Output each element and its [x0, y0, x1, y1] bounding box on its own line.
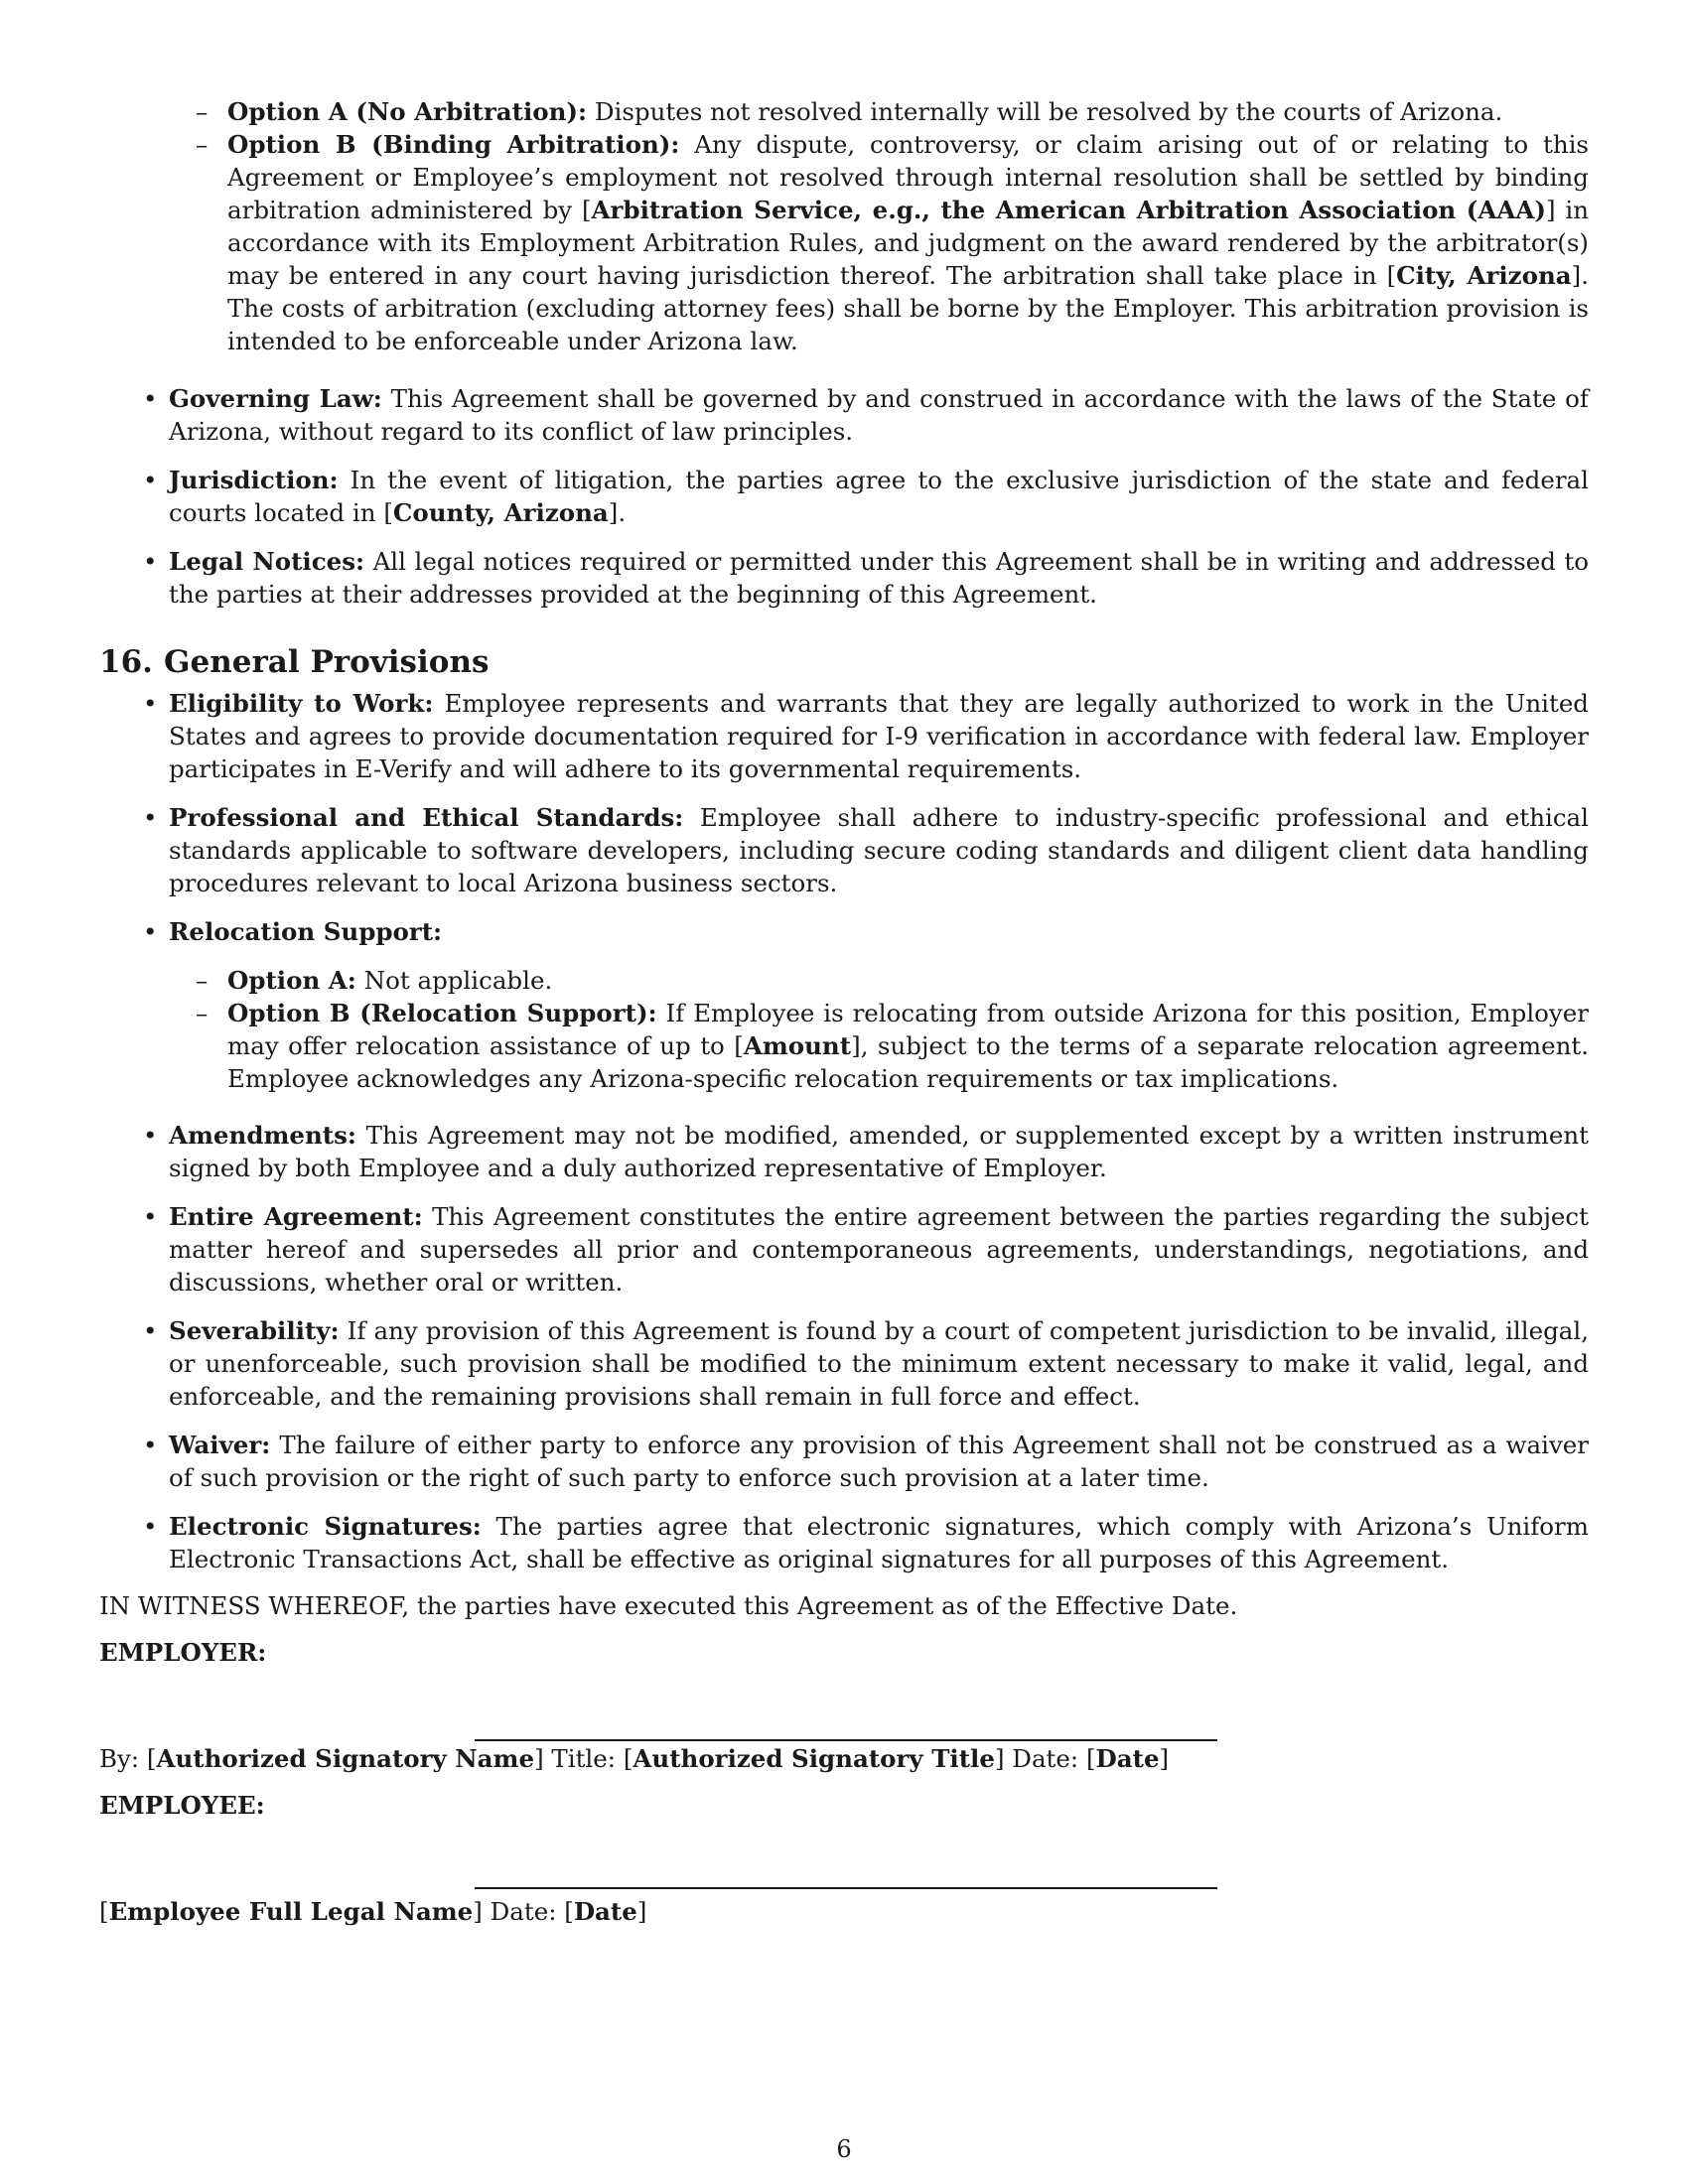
bullet-marker: • [143, 1121, 158, 1150]
bullet-marker: • [143, 802, 158, 832]
employee-signature-line [475, 1887, 1217, 1889]
bullet-text: The parties agree that electronic signatures, which comply with Arizona’s Uniform Electronic Transactions Act, shall be effective as original signatures for all purposes of this Agreement. [169, 1512, 1590, 1573]
bullet-label: Jurisdiction: [169, 465, 339, 494]
bullet-text: Employee shall adhere to industry-specific professional and ethical standards applicable to software developers, including secure coding standards and diligent client data handling procedures relevant to local Arizona business sectors. [169, 802, 1589, 897]
bullet-text: If any provision of this Agreement is found by a court of competent jurisdiction to be invalid, illegal, or unenforceable, such provision shall be modified to the minimum extent necessary to make it valid, legal, and enforceable, and the remaining provisions shall remain in full force and effect. [169, 1316, 1589, 1411]
option-text: in accordance with its Employment Arbitration Rules, and judgment on the award rendered by the arbitrator(s) may be entered in any court having jurisdiction thereof. The arbitration shall take place in [227, 196, 1589, 290]
bullet-marker: • [143, 1512, 158, 1541]
employer-signature-details: By: [Authorized Signatory Name] Title: [Authorized Signatory Title] Date: [Date] [99, 1744, 1170, 1773]
bullet-severability [143, 1314, 1589, 1413]
bullet-waiver [143, 1429, 1589, 1494]
employee-heading-text: EMPLOYEE: [99, 1791, 265, 1820]
bullet-amendments [143, 1119, 1589, 1184]
employer-signature-line [475, 1739, 1217, 1741]
bullet-label: Professional and Ethical Standards: [169, 802, 684, 832]
dash-marker: – [196, 130, 209, 159]
relocation-option-a [196, 964, 1589, 997]
page-number: 6 [836, 2135, 852, 2163]
bullet-marker: • [143, 383, 158, 413]
dash-marker: – [196, 998, 209, 1027]
employer-heading [99, 1636, 1589, 1669]
bullet-marker: • [143, 546, 158, 576]
title-label: Title: [543, 1744, 624, 1773]
bullet-governing-law [143, 382, 1589, 448]
placeholder-signatory-name: Authorized Signatory Name [156, 1744, 535, 1773]
bullet-text: This Agreement may not be modified, amended, or supplemented except by a written instrument signed by both Employee and a duly authorized representative of Employer. [169, 1121, 1589, 1182]
placeholder-arbitration-service: Arbitration Service, e.g., the American Arbitration Association (AAA) [591, 196, 1546, 224]
employee-signature-details: [Employee Full Legal Name] Date: [Date] [99, 1897, 647, 1926]
general-provisions-bullets [99, 687, 1589, 948]
option-text: Not applicable. [363, 965, 553, 995]
option-text: Any dispute, controversy, or claim arising out of or relating to this Agreement or Employee’s employment not resolved through internal resolution shall be settled by binding arbitration administered by [227, 130, 1590, 224]
option-label: Option A (No Arbitration): [227, 97, 588, 126]
date-label: Date: [1004, 1744, 1086, 1773]
bullet-professional-standards [143, 801, 1589, 899]
option-text: Disputes not resolved internally will be resolved by the courts of Arizona. [594, 97, 1503, 126]
bullet-entire-agreement [143, 1200, 1589, 1298]
bullet-marker: • [143, 1431, 158, 1459]
bullet-label: Waiver: [169, 1431, 271, 1459]
placeholder-signatory-title: Authorized Signatory Title [633, 1744, 995, 1773]
bullet-label: Relocation Support: [169, 916, 443, 946]
bullet-marker: • [143, 465, 158, 494]
witness-statement: IN WITNESS WHEREOF, the parties have executed this Agreement as of the Effective Date. [99, 1591, 1238, 1620]
bullet-label: Eligibility to Work: [169, 688, 434, 718]
dash-marker: – [196, 97, 209, 126]
employee-heading [99, 1789, 1589, 1822]
bullet-legal-notices [143, 545, 1589, 611]
bullet-marker: • [143, 1202, 158, 1231]
bullet-text: The failure of either party to enforce any provision of this Agreement shall not be construed as a waiver of such provision or the right of such party to enforce such provision at a later time. [169, 1431, 1589, 1492]
option-text: If Employee is relocating from outside Arizona for this position, Employer may offer relocation assistance of up to [227, 998, 1589, 1060]
bullet-text: In the event of litigation, the parties agree to the exclusive jurisdiction of the state and federal courts located in [169, 465, 1589, 527]
relocation-options [196, 964, 1589, 1095]
placeholder-employee-date: Date [573, 1897, 637, 1926]
bullet-marker: • [143, 1316, 158, 1345]
option-label: Option A: [227, 965, 356, 995]
bullet-marker: • [143, 916, 158, 946]
document-page [99, 95, 1589, 1928]
bullet-label: Entire Agreement: [169, 1202, 423, 1231]
placeholder-employee-name: Employee Full Legal Name [108, 1897, 474, 1926]
bullet-text: All legal notices required or permitted under this Agreement shall be in writing and addressed to the parties at their addresses provided at the beginning of this Agreement. [169, 546, 1589, 609]
closing-bullets [99, 1119, 1589, 1575]
bullet-text: Employee represents and warrants that they are legally authorized to work in the United States and agrees to provide documentation required for I-9 verification in accordance with federal law. Employer participates in E-Verify and will adhere to its governmental requirements. [169, 688, 1589, 783]
section-heading [99, 643, 1589, 680]
option-b-binding-arbitration: – Option B (Binding Arbitration): Any dispute, controversy, or claim arising out of or relating to this Agreement or Employee’s employment not resolved through internal resolution shall be settled by binding arbitration administered by [Arbitration Service, e.g., the American Arbitration Association (AAA)] in accordance with its Employment Arbitration Rules, and judgment on the award rendered by the arbitrator(s) may be entered in any court having jurisdiction thereof. The arbitration shall take place in [City, Arizona]. The costs of arbitration (excluding attorney fees) shall be borne by the Employer. This arbitration provision is intended to be enforceable under Arizona law. [196, 130, 1590, 355]
by-label: By: [99, 1744, 147, 1773]
employer-heading-text: EMPLOYER: [99, 1638, 267, 1667]
bullet-marker: • [143, 688, 158, 718]
option-label: Option B (Relocation Support): [227, 998, 657, 1027]
bullet-jurisdiction: • Jurisdiction: In the event of litigation, the parties agree to the exclusive jurisdiction of the state and federal courts located in [County, Arizona]. [143, 465, 1589, 527]
bullet-label: Legal Notices: [169, 546, 365, 576]
section-title: General Provisions [164, 643, 490, 680]
placeholder-county: County, Arizona [392, 497, 609, 527]
bullet-label: Amendments: [169, 1121, 356, 1150]
option-text: . The costs of arbitration (excluding attorney fees) shall be borne by the Employer. This arbitration provision is intended to be enforceable under Arizona law. [227, 261, 1589, 355]
placeholder-amount: Amount [743, 1030, 852, 1060]
relocation-option-b: – Option B (Relocation Support): If Employee is relocating from outside Arizona for this position, Employer may offer relocation assistance of up to [Amount], subject to the terms of a separate relocation agreement. Employee acknowledges any Arizona-specific relocation requirements or tax implications. [196, 998, 1589, 1093]
arbitration-options [196, 95, 1590, 357]
bullet-label: Severability: [169, 1316, 340, 1345]
dispute-bullets [99, 382, 1589, 611]
bullet-text: This Agreement shall be governed by and construed in accordance with the laws of the State of Arizona, without regard to its conflict of law principles. [169, 383, 1589, 446]
bullet-label: Electronic Signatures: [169, 1512, 482, 1541]
bullet-relocation-support [143, 915, 1589, 948]
bullet-eligibility [143, 687, 1589, 785]
section-number: 16. [99, 643, 153, 680]
bullet-tail: . [618, 497, 627, 527]
option-label: Option B (Binding Arbitration): [227, 130, 680, 159]
date-label: Date: [482, 1897, 565, 1926]
dash-marker: – [196, 965, 209, 995]
bullet-electronic-signatures [143, 1510, 1590, 1575]
placeholder-city: City, Arizona [1396, 261, 1572, 290]
bullet-text: This Agreement constitutes the entire agreement between the parties regarding the subject matter hereof and supersedes all prior and contemporaneous agreements, understandings, negotiations, and discussions, whether oral or written. [169, 1202, 1589, 1297]
option-a-no-arbitration [196, 95, 1589, 128]
placeholder-employer-date: Date [1095, 1744, 1160, 1773]
option-text: , subject to the terms of a separate relocation agreement. Employee acknowledges any Arizona-specific relocation requirements or tax implications. [227, 1030, 1589, 1093]
bullet-label: Governing Law: [169, 383, 382, 413]
